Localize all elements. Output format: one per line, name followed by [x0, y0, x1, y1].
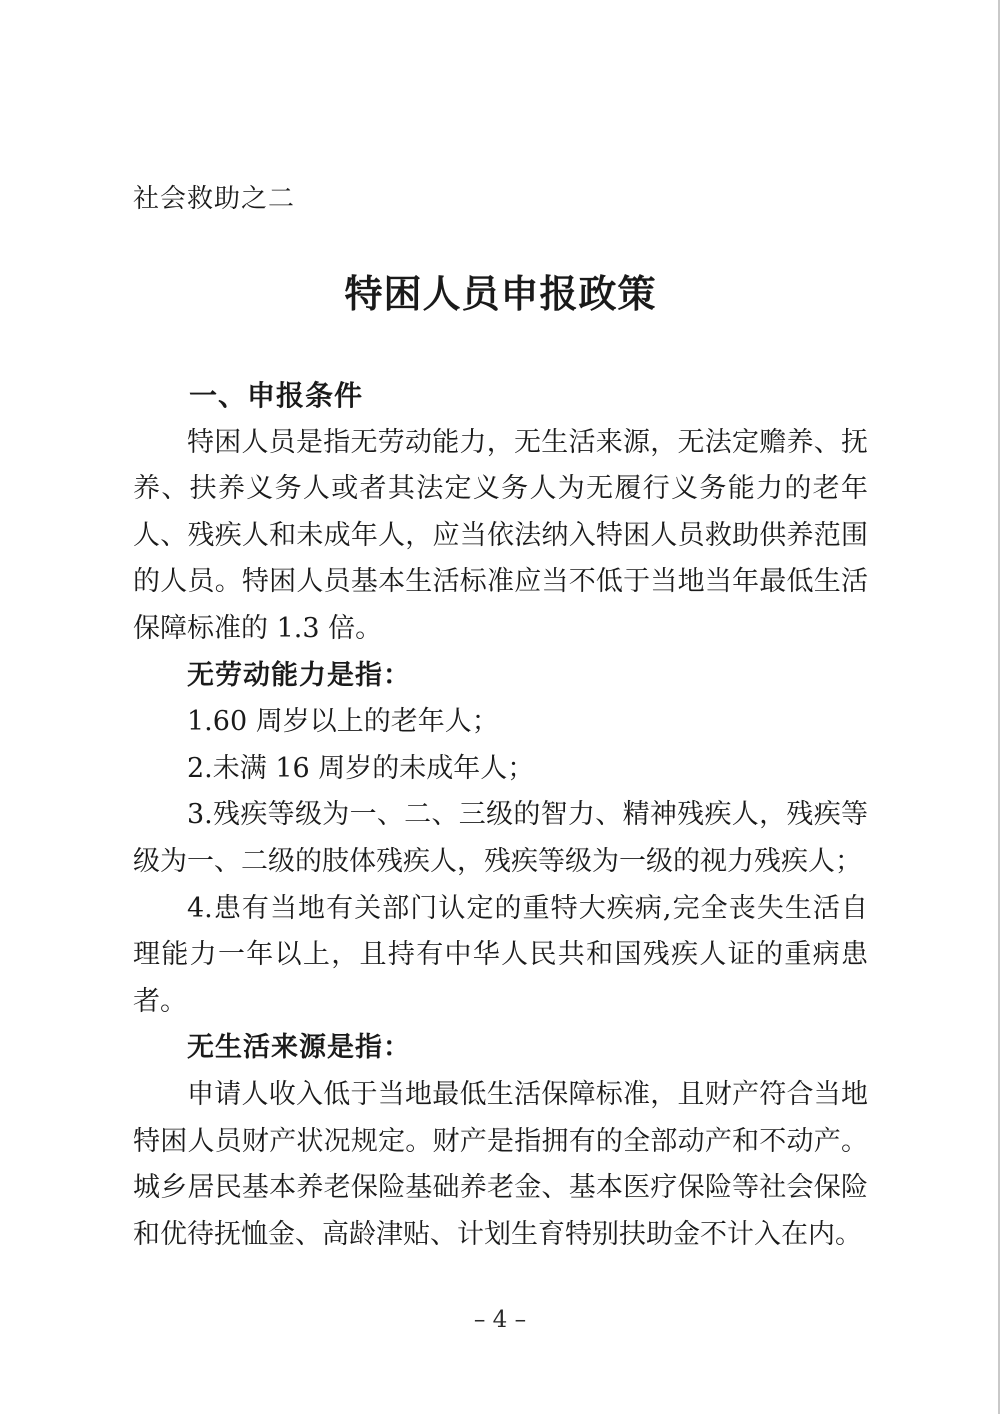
document-body	[133, 373, 868, 1258]
page-number: – 4 –	[473, 1307, 527, 1333]
list-item-1: 1.60 周岁以上的老年人；	[187, 706, 499, 738]
paragraph-income-property: 申请人收入低于当地最低生活保障标准，且财产符合当地特困人员财产状况规定。财产是指拥有的全部动产和不动产。城乡居民基本养老保险基础养老金、基本医疗保险等社会保险和优待抚恤金、高龄津贴、计划生育特别扶助金不计入在内。	[133, 1078, 868, 1250]
subheading-no-labor-capacity: 无劳动能力是指：	[187, 659, 411, 691]
section-heading-application-conditions: 一、申报条件	[189, 379, 364, 412]
document-title: 特困人员申报政策	[344, 272, 657, 316]
subheading-no-income-source: 无生活来源是指：	[187, 1032, 411, 1064]
paragraph-definition: 特困人员是指无劳动能力，无生活来源，无法定赡养、抚养、扶养义务人或者其法定义务人为无履行义务能力的老年人、残疾人和未成年人，应当依法纳入特困人员救助供养范围的人员。特困人员基本生活标准应当不低于当地当年最低生活保障标准的 1.3 倍。	[133, 426, 868, 644]
list-item-3: 3.残疾等级为一、二、三级的智力、精神残疾人，残疾等级为一、二级的肢体残疾人，残疾等级为一级的视力残疾人；	[133, 799, 868, 877]
list-item-2: 2.未满 16 周岁的未成年人；	[187, 752, 535, 784]
list-item-4: 4.患有当地有关部门认定的重特大疾病,完全丧失生活自理能力一年以上，且持有中华人民共和国残疾人证的重病患者。	[133, 892, 868, 1017]
document-series-label: 社会救助之二	[133, 184, 296, 214]
